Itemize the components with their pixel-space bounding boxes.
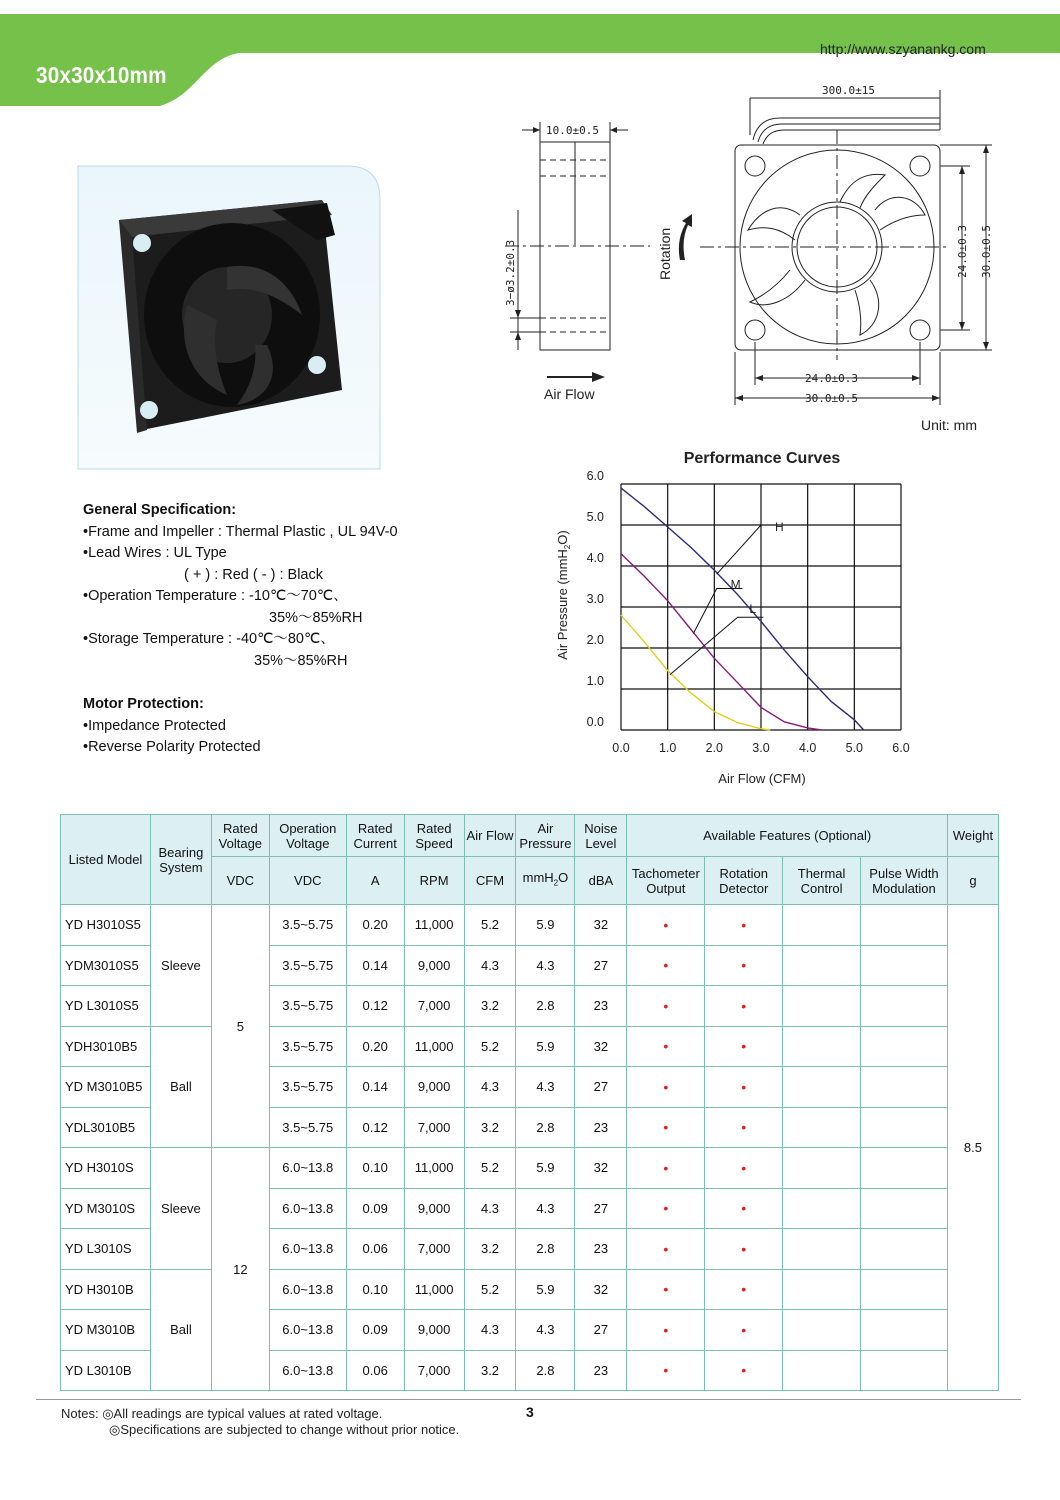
col-weight: Weight (947, 815, 998, 857)
cell-model: YD M3010B5 (61, 1067, 151, 1108)
cell-speed: 9,000 (404, 945, 464, 986)
chart-series (621, 488, 864, 730)
x-tick-label: 3.0 (752, 741, 770, 755)
notes-label: Notes: (61, 1406, 99, 1421)
cell-noise: 32 (575, 905, 627, 946)
spec-lead-wires: •Lead Wires : UL Type (83, 545, 227, 561)
cell-thermal (783, 945, 861, 986)
series-line-h (621, 488, 864, 730)
spec-op-humidity: 35%～85%RH (269, 609, 363, 626)
cell-current: 0.12 (346, 986, 404, 1027)
spec-frame: •Frame and Impeller : Thermal Plastic , UL 94V-0 (83, 523, 398, 540)
cell-model: YDL3010B5 (61, 1107, 151, 1148)
cell-tachometer: • (627, 986, 705, 1027)
cell-noise: 27 (575, 1310, 627, 1351)
cell-speed: 7,000 (404, 1350, 464, 1391)
col-noise: Noise Level (575, 815, 627, 857)
cell-op-voltage: 6.0~13.8 (269, 1148, 346, 1189)
series-label-l: L (749, 602, 757, 617)
cell-pwm (861, 1188, 948, 1229)
cell-airflow: 3.2 (464, 986, 516, 1027)
spec-storage-humidity: 35%～85%RH (254, 652, 348, 669)
cell-airflow: 3.2 (464, 1229, 516, 1270)
x-tick-label: 5.0 (845, 741, 864, 755)
note-readings: ◎All readings are typical values at rated voltage. (102, 1406, 383, 1421)
col-listed-model: Listed Model (61, 815, 151, 905)
col-rated-current: Rated Current (346, 815, 404, 857)
cell-airflow: 4.3 (464, 1067, 516, 1108)
cell-op-voltage: 6.0~13.8 (269, 1229, 346, 1270)
col-air-pressure: Air Pressure (516, 815, 575, 857)
cell-model: YD L3010B (61, 1350, 151, 1391)
website-url[interactable]: http://www.szyanankg.com (820, 41, 986, 57)
unit-vdc: VDC (211, 857, 269, 905)
cell-noise: 27 (575, 1188, 627, 1229)
cell-pwm (861, 1148, 948, 1189)
cell-pressure: 4.3 (516, 1188, 575, 1229)
cell-tachometer: • (627, 1067, 705, 1108)
y-tick-label: 4.0 (586, 551, 604, 565)
spec-heading: General Specification: (83, 502, 237, 518)
col-rated-voltage: Rated Voltage (211, 815, 269, 857)
cell-thermal (783, 986, 861, 1027)
col-op-voltage: Operation Voltage (269, 815, 346, 857)
cell-op-voltage: 6.0~13.8 (269, 1310, 346, 1351)
cell-current: 0.09 (346, 1188, 404, 1229)
cell-rotation-detector: • (705, 1067, 783, 1108)
hole-pitch-h-label: 24.0±0.3 (805, 372, 858, 385)
cell-airflow: 5.2 (464, 905, 516, 946)
cell-op-voltage: 3.5~5.75 (269, 945, 346, 986)
cell-thermal (783, 1350, 861, 1391)
cell-speed: 11,000 (404, 905, 464, 946)
cell-tachometer: • (627, 1350, 705, 1391)
cell-rotation-detector: • (705, 1026, 783, 1067)
cell-rotation-detector: • (705, 945, 783, 986)
feat-tachometer: Tachometer Output (627, 857, 705, 905)
footer-divider (36, 1399, 1021, 1400)
y-tick-label: 2.0 (586, 633, 604, 647)
col-rated-speed: Rated Speed (404, 815, 464, 857)
cell-pressure: 2.8 (516, 1350, 575, 1391)
cell-tachometer: • (627, 1229, 705, 1270)
cell-model: YD H3010S (61, 1148, 151, 1189)
cell-rotation-detector: • (705, 1269, 783, 1310)
cell-pressure: 5.9 (516, 1026, 575, 1067)
x-tick-label: 1.0 (658, 741, 677, 755)
cell-current: 0.06 (346, 1229, 404, 1270)
chart-title: Performance Curves (683, 450, 841, 467)
unit-vdc-op: VDC (269, 857, 346, 905)
cell-speed: 11,000 (404, 1026, 464, 1067)
cell-op-voltage: 3.5~5.75 (269, 986, 346, 1027)
cell-pwm (861, 1107, 948, 1148)
y-axis-label: Air Pressure (mmH$_2$O) (555, 530, 572, 660)
cell-pressure: 4.3 (516, 1067, 575, 1108)
cell-op-voltage: 3.5~5.75 (269, 905, 346, 946)
cell-speed: 7,000 (404, 1107, 464, 1148)
cell-pressure: 2.8 (516, 1229, 575, 1270)
x-tick-label: 0.0 (612, 741, 630, 755)
cell-current: 0.14 (346, 1067, 404, 1108)
footer-notes (61, 1406, 459, 1438)
cell-bearing: Ball (150, 1269, 211, 1391)
motor-heading: Motor Protection: (83, 696, 204, 712)
cell-op-voltage: 3.5~5.75 (269, 1067, 346, 1108)
size-v-label: 30.0±0.5 (980, 225, 993, 278)
cell-model: YD H3010B (61, 1269, 151, 1310)
cell-noise: 27 (575, 945, 627, 986)
cell-pressure: 4.3 (516, 1310, 575, 1351)
cell-tachometer: • (627, 1269, 705, 1310)
spec-op-temp: •Operation Temperature : -10℃～70℃、 (83, 588, 348, 604)
cell-tachometer: • (627, 905, 705, 946)
cell-pwm (861, 1026, 948, 1067)
cell-airflow: 5.2 (464, 1269, 516, 1310)
page-title: 30x30x10mm (36, 62, 167, 88)
feat-pwm: Pulse Width Modulation (861, 857, 948, 905)
cell-airflow: 5.2 (464, 1026, 516, 1067)
cell-noise: 32 (575, 1148, 627, 1189)
cell-noise: 23 (575, 1350, 627, 1391)
cell-thermal (783, 1148, 861, 1189)
performance-chart (545, 440, 925, 790)
cell-pwm (861, 986, 948, 1027)
feat-thermal-control: Thermal Control (783, 857, 861, 905)
feat-rotation-detector: Rotation Detector (705, 857, 783, 905)
cell-pwm (861, 1229, 948, 1270)
cell-pressure: 5.9 (516, 905, 575, 946)
fan-photo (77, 165, 381, 470)
cell-airflow: 4.3 (464, 1310, 516, 1351)
cell-speed: 7,000 (404, 986, 464, 1027)
cell-rotation-detector: • (705, 1310, 783, 1351)
cell-thermal (783, 1067, 861, 1108)
cell-op-voltage: 6.0~13.8 (269, 1269, 346, 1310)
cell-tachometer: • (627, 1107, 705, 1148)
cell-current: 0.20 (346, 1026, 404, 1067)
cell-pwm (861, 1350, 948, 1391)
cell-current: 0.20 (346, 905, 404, 946)
x-axis-label: Air Flow (CFM) (718, 771, 806, 786)
table-row (61, 1269, 999, 1310)
cell-pwm (861, 945, 948, 986)
side-view-drawing (500, 110, 660, 410)
spec-storage-temp: •Storage Temperature : -40℃～80℃、 (83, 631, 335, 647)
x-tick-label: 2.0 (705, 741, 724, 755)
cell-op-voltage: 3.5~5.75 (269, 1026, 346, 1067)
cell-tachometer: • (627, 1148, 705, 1189)
cell-pressure: 2.8 (516, 986, 575, 1027)
cell-speed: 9,000 (404, 1067, 464, 1108)
cell-model: YD H3010S5 (61, 905, 151, 946)
cell-thermal (783, 1310, 861, 1351)
cell-noise: 23 (575, 986, 627, 1027)
rotation-label: Rotation (657, 227, 673, 280)
x-tick-label: 6.0 (892, 741, 910, 755)
cell-noise: 23 (575, 1107, 627, 1148)
cell-tachometer: • (627, 1310, 705, 1351)
cell-airflow: 3.2 (464, 1350, 516, 1391)
cell-rated-voltage: 12 (211, 1148, 269, 1391)
y-tick-label: 1.0 (586, 674, 604, 688)
col-air-flow: Air Flow (464, 815, 516, 857)
cell-tachometer: • (627, 1188, 705, 1229)
cell-thermal (783, 1269, 861, 1310)
cell-noise: 27 (575, 1067, 627, 1108)
cell-bearing: Ball (150, 1026, 211, 1148)
cell-pwm (861, 1269, 948, 1310)
series-label-h: H (775, 520, 784, 535)
motor-polarity: •Reverse Polarity Protected (83, 739, 261, 755)
cell-noise: 32 (575, 1269, 627, 1310)
col-features: Available Features (Optional) (627, 815, 948, 857)
cell-rated-voltage: 5 (211, 905, 269, 1148)
cell-current: 0.10 (346, 1148, 404, 1189)
airflow-label: Air Flow (544, 386, 595, 402)
cell-pressure: 2.8 (516, 1107, 575, 1148)
size-h-label: 30.0±0.5 (805, 392, 858, 405)
cell-rotation-detector: • (705, 905, 783, 946)
cell-speed: 7,000 (404, 1229, 464, 1270)
cell-tachometer: • (627, 1026, 705, 1067)
series-line-m (621, 554, 822, 730)
unit-amp: A (346, 857, 404, 905)
cell-bearing: Sleeve (150, 1148, 211, 1270)
cell-rotation-detector: • (705, 1350, 783, 1391)
series-leader-m (693, 589, 742, 634)
y-tick-label: 3.0 (586, 592, 604, 606)
cell-bearing: Sleeve (150, 905, 211, 1027)
unit-rpm: RPM (404, 857, 464, 905)
cell-thermal (783, 1026, 861, 1067)
unit-gram: g (947, 857, 998, 905)
cell-model: YDM3010S5 (61, 945, 151, 986)
series-leader-l (670, 617, 763, 674)
cell-pressure: 5.9 (516, 1269, 575, 1310)
cell-op-voltage: 6.0~13.8 (269, 1350, 346, 1391)
cell-speed: 9,000 (404, 1188, 464, 1229)
chart-grid (621, 484, 901, 730)
cell-rotation-detector: • (705, 1148, 783, 1189)
cell-thermal (783, 1229, 861, 1270)
cell-model: YD M3010S (61, 1188, 151, 1229)
cell-current: 0.12 (346, 1107, 404, 1148)
cell-current: 0.10 (346, 1269, 404, 1310)
general-specification (83, 500, 398, 672)
hole-dim-label: 3−ø3.2±0.3 (504, 239, 517, 306)
page-number: 3 (526, 1404, 534, 1420)
cell-op-voltage: 3.5~5.75 (269, 1107, 346, 1148)
series-label-m: M (730, 577, 741, 592)
cell-speed: 11,000 (404, 1269, 464, 1310)
cell-model: YD L3010S5 (61, 986, 151, 1027)
series-line-l (621, 615, 770, 730)
spec-wire-colors: ( + ) : Red ( - ) : Black (184, 566, 323, 583)
cell-pressure: 4.3 (516, 945, 575, 986)
width-dim-label: 10.0±0.5 (546, 124, 599, 137)
spec-table (60, 814, 999, 1391)
cell-model: YD L3010S (61, 1229, 151, 1270)
cell-pwm (861, 905, 948, 946)
cell-weight: 8.5 (947, 905, 998, 1391)
cell-pwm (861, 1067, 948, 1108)
cell-airflow: 4.3 (464, 1188, 516, 1229)
cell-tachometer: • (627, 945, 705, 986)
y-tick-label: 0.0 (586, 715, 604, 729)
y-tick-label: 5.0 (586, 510, 604, 524)
cell-airflow: 4.3 (464, 945, 516, 986)
cell-pressure: 5.9 (516, 1148, 575, 1189)
motor-impedance: •Impedance Protected (83, 717, 226, 734)
cell-airflow: 5.2 (464, 1148, 516, 1189)
motor-protection (83, 694, 261, 759)
y-tick-label: 6.0 (586, 469, 604, 483)
unit-mmh2o: mmH$_2$O (516, 857, 575, 905)
cell-thermal (783, 1188, 861, 1229)
cell-rotation-detector: • (705, 1107, 783, 1148)
x-tick-label: 4.0 (798, 741, 817, 755)
table-row (61, 1148, 999, 1189)
cell-current: 0.14 (346, 945, 404, 986)
note-specs: ◎Specifications are subjected to change without prior notice. (109, 1422, 460, 1437)
cell-model: YD M3010B (61, 1310, 151, 1351)
cell-pwm (861, 1310, 948, 1351)
cell-speed: 11,000 (404, 1148, 464, 1189)
hole-pitch-v-label: 24.0±0.3 (956, 225, 969, 278)
cell-current: 0.06 (346, 1350, 404, 1391)
cell-current: 0.09 (346, 1310, 404, 1351)
unit-label: Unit: mm (921, 417, 977, 433)
cell-thermal (783, 1107, 861, 1148)
cell-model: YDH3010B5 (61, 1026, 151, 1067)
cell-thermal (783, 905, 861, 946)
cell-noise: 23 (575, 1229, 627, 1270)
cell-op-voltage: 6.0~13.8 (269, 1188, 346, 1229)
chart-ticks (587, 469, 910, 755)
table-row (61, 1026, 999, 1067)
cell-noise: 32 (575, 1026, 627, 1067)
table-row (61, 905, 999, 946)
cell-airflow: 3.2 (464, 1107, 516, 1148)
spec-table-body (61, 905, 999, 1391)
cell-rotation-detector: • (705, 1229, 783, 1270)
front-view-drawing (650, 80, 1000, 415)
unit-dba: dBA (575, 857, 627, 905)
col-bearing: Bearing System (150, 815, 211, 905)
cell-rotation-detector: • (705, 1188, 783, 1229)
lead-length-label: 300.0±15 (822, 84, 875, 97)
cell-rotation-detector: • (705, 986, 783, 1027)
cell-speed: 9,000 (404, 1310, 464, 1351)
unit-cfm: CFM (464, 857, 516, 905)
